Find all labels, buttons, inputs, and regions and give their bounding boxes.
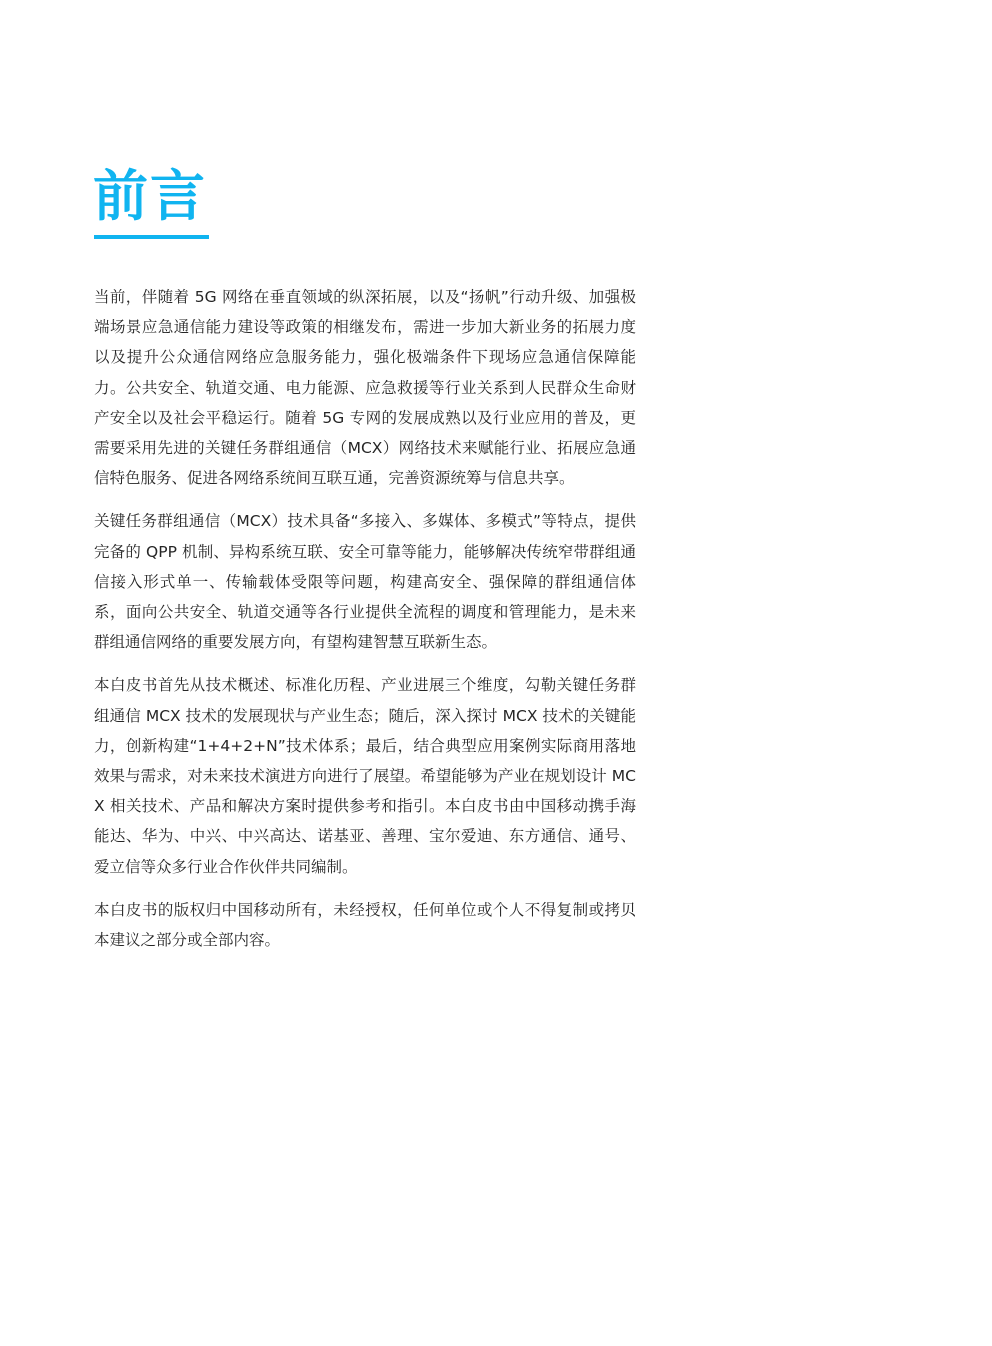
title-underline <box>94 235 209 239</box>
paragraph-mcx-features: 关键任务群组通信（MCX）技术具备“多接入、多媒体、多模式”等特点，提供完备的 QPP 机制、异构系统互联、安全可靠等能力，能够解决传统窄带群组通信接入形式单一、传输载体受限等问题，构建高安全、强保障的群组通信体系，面向公共安全、轨道交通等各行业提供全流程的调度和管理能力，是未来群组通信网络的重要发展方向，有望构建智慧互联新生态。 <box>94 512 636 652</box>
paragraph-whitepaper-overview: 本白皮书首先从技术概述、标准化历程、产业进展三个维度，勾勒关键任务群组通信 MCX 技术的发展现状与产业生态；随后，深入探讨 MCX 技术的关键能力，创新构建“1+4+2+N”技术体系；最后，结合典型应用案例实际商用落地效果与需求，对未来技术演进方向进行了展望。希望能够为产业在规划设计 MCX 相关技术、产品和解决方案时提供参考和指引。本白皮书由中国移动携手海能达、华为、中兴、中兴高达、诺基亚、善理、宝尔爱迪、东方通信、通号、爱立信等众多行业合作伙伴共同编制。 <box>94 676 636 876</box>
preface-body <box>94 282 636 968</box>
page-title: 前言 <box>93 164 208 228</box>
paragraph-intro: 当前，伴随着 5G 网络在垂直领域的纵深拓展，以及“扬帆”行动升级、加强极端场景应急通信能力建设等政策的相继发布，需进一步加大新业务的拓展力度以及提升公众通信网络应急服务能力，强化极端条件下现场应急通信保障能力。公共安全、轨道交通、电力能源、应急救援等行业关系到人民群众生命财产安全以及社会平稳运行。随着 5G 专网的发展成熟以及行业应用的普及，更需要采用先进的关键任务群组通信（MCX）网络技术来赋能行业、拓展应急通信特色服务、促进各网络系统间互联互通，完善资源统筹与信息共享。 <box>94 288 636 488</box>
paragraph-copyright: 本白皮书的版权归中国移动所有，未经授权，任何单位或个人不得复制或拷贝本建议之部分或全部内容。 <box>94 900 636 950</box>
